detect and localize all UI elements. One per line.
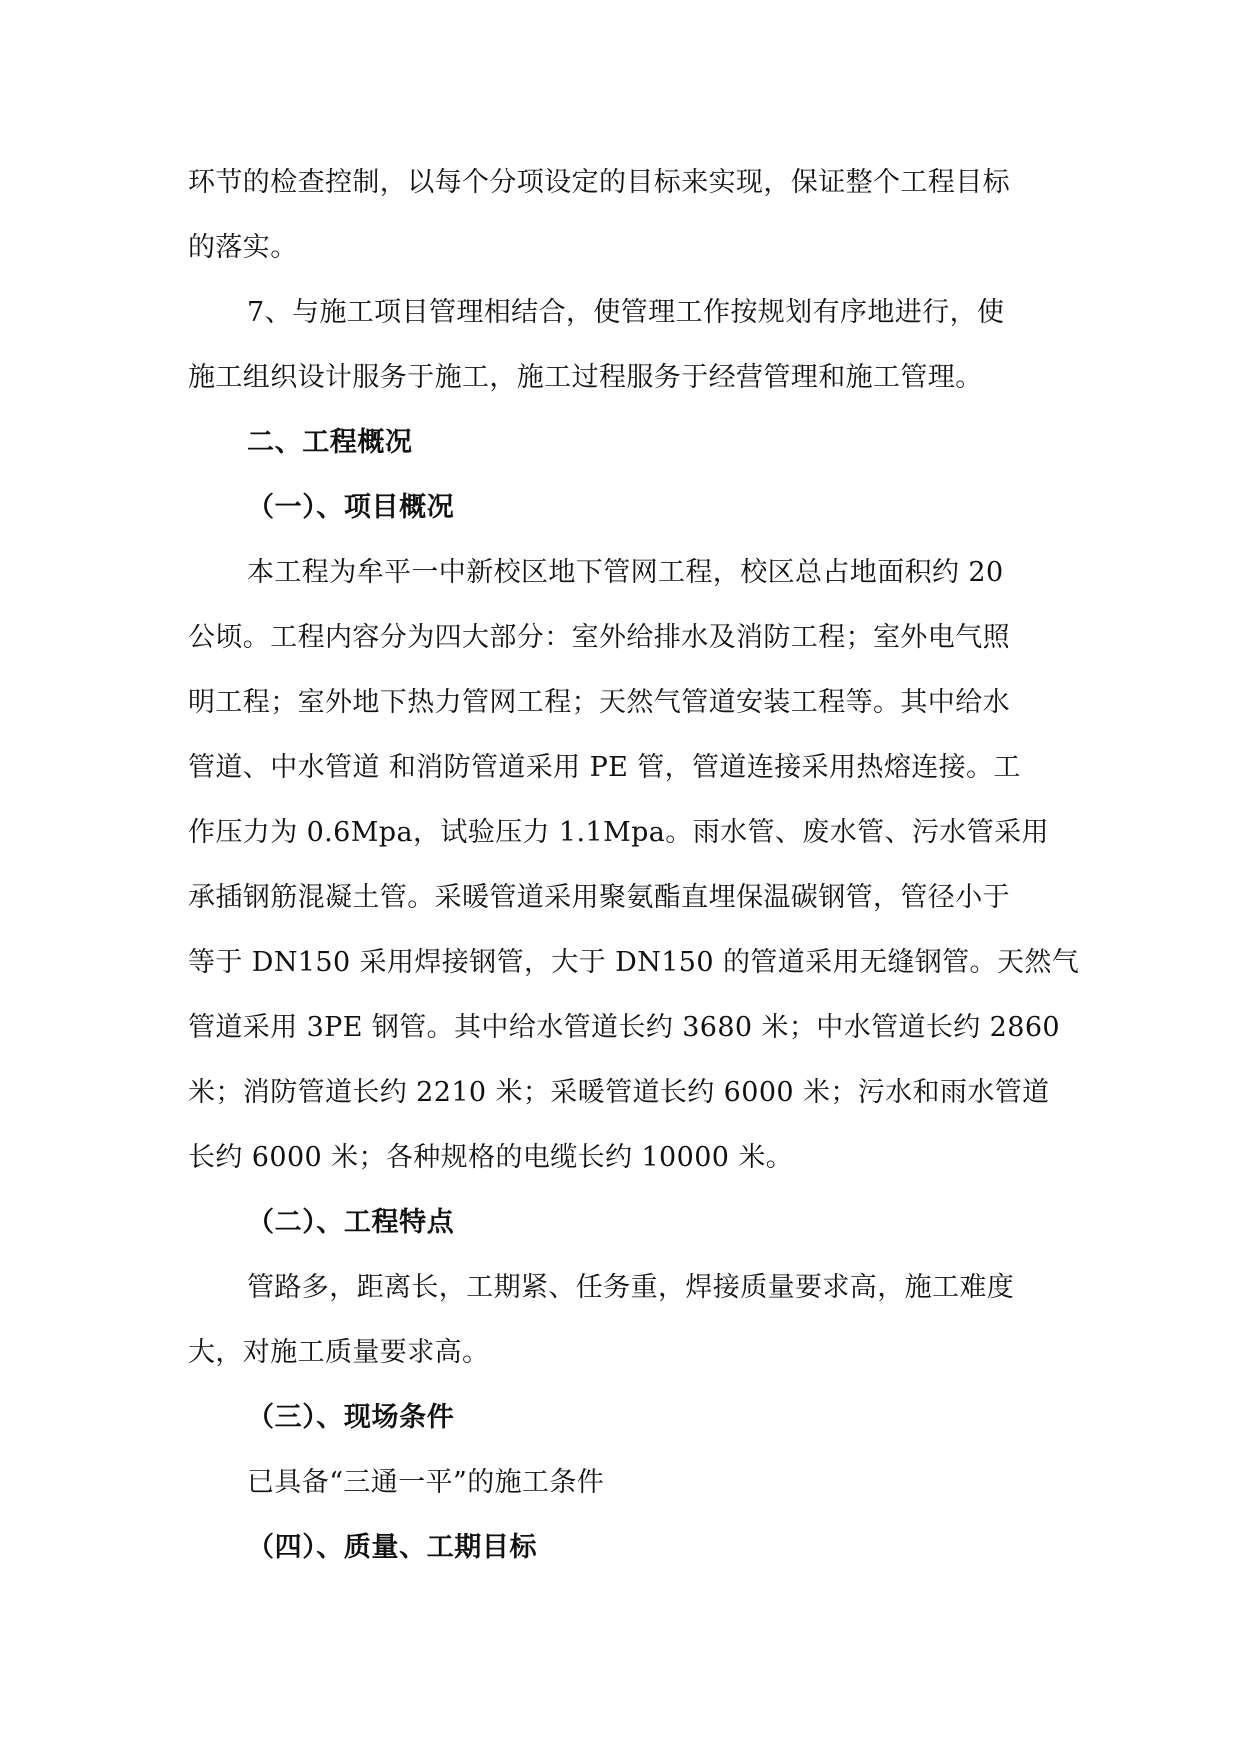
paragraph-project-overview bbox=[188, 540, 1080, 1190]
subsection-title-1: （一）、项目概况 bbox=[247, 492, 455, 523]
text-line: 环节的检查控制，以每个分项设定的目标来实现，保证整个工程目标 bbox=[188, 167, 1010, 198]
subsection-title-2: （二）、工程特点 bbox=[247, 1207, 455, 1238]
text-line: 施工组织设计服务于施工，施工过程服务于经营管理和施工管理。 bbox=[188, 362, 983, 393]
document-body bbox=[188, 150, 1080, 1580]
text-line: 管道、中水管道 和消防管道采用 PE 管，管道连接采用热熔连接。工 bbox=[188, 752, 1021, 783]
text-line: 承插钢筋混凝土管。采暖管道采用聚氨酯直埋保温碳钢管，管径小于 bbox=[188, 882, 1010, 913]
text-line: 管道采用 3PE 钢管。其中给水管道长约 3680 米；中水管道长约 2860 bbox=[188, 1012, 1060, 1043]
text-line: 公顷。工程内容分为四大部分：室外给排水及消防工程；室外电气照 bbox=[188, 622, 1010, 653]
text-line: 米；消防管道长约 2210 米；采暖管道长约 6000 米；污水和雨水管道 bbox=[188, 1077, 1050, 1108]
text-line: 等于 DN150 采用焊接钢管，大于 DN150 的管道采用无缝钢管。天然气 bbox=[188, 947, 1080, 978]
subsection-title-4: （四）、质量、工期目标 bbox=[247, 1532, 538, 1563]
text-line: 作压力为 0.6Mpa，试验压力 1.1Mpa。雨水管、废水管、污水管采用 bbox=[188, 817, 1049, 848]
text-line: 7、与施工项目管理相结合，使管理工作按规划有序地进行，使 bbox=[247, 297, 1005, 328]
text-line: 长约 6000 米；各种规格的电缆长约 10000 米。 bbox=[188, 1142, 794, 1173]
paragraph-continuation bbox=[188, 150, 1058, 280]
text-line: 管路多，距离长，工期紧、任务重，焊接质量要求高，施工难度 bbox=[247, 1272, 1015, 1303]
paragraph-project-features bbox=[188, 1255, 1058, 1385]
text-line: 本工程为牟平一中新校区地下管网工程，校区总占地面积约 20 bbox=[247, 557, 1004, 588]
subsection-title-3: （三）、现场条件 bbox=[247, 1402, 455, 1433]
text-line: 的落实。 bbox=[188, 232, 298, 263]
section-title-2: 二、工程概况 bbox=[247, 427, 413, 458]
text-line: 大，对施工质量要求高。 bbox=[188, 1337, 490, 1368]
paragraph-point-7 bbox=[188, 280, 1058, 410]
text-line: 明工程；室外地下热力管网工程；天然气管道安装工程等。其中给水 bbox=[188, 687, 1010, 718]
paragraph-site-conditions: 已具备“三通一平”的施工条件 bbox=[247, 1467, 605, 1498]
